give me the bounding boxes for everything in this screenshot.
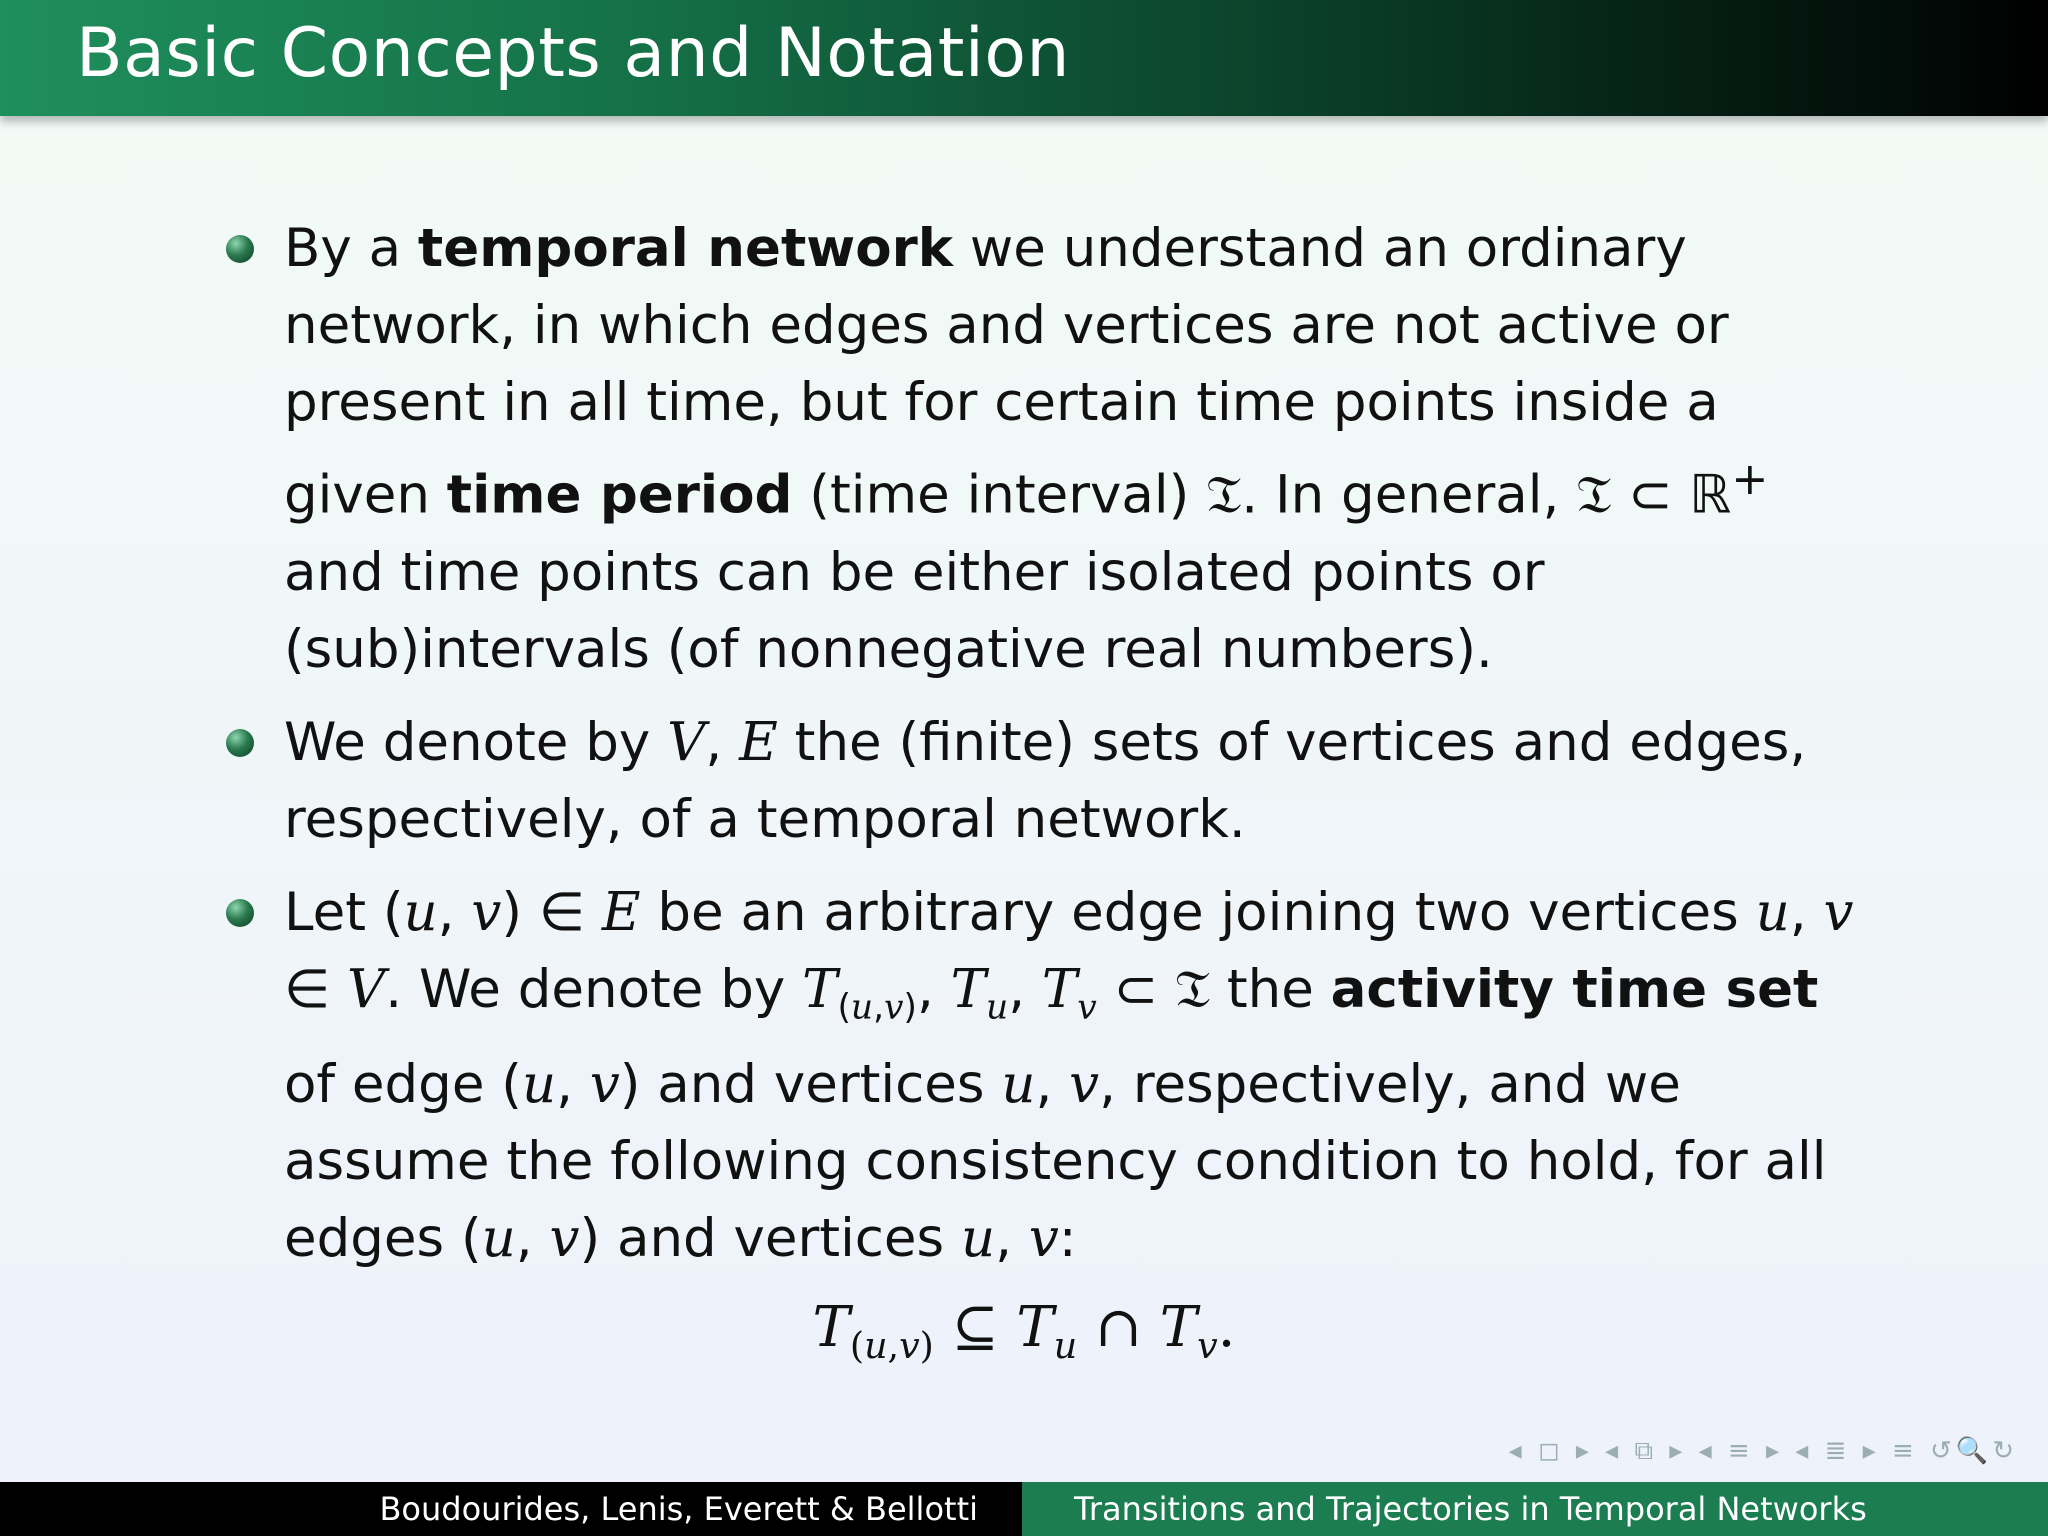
beamer-navigation[interactable]	[1509, 1436, 2018, 1467]
nav-document-icon[interactable]: ◂ ≣ ▸	[1795, 1436, 1880, 1466]
bullet-ball-icon	[226, 729, 254, 757]
nav-frame-icon[interactable]: ◂ ◻ ▸	[1508, 1436, 1593, 1466]
nav-subsection-icon[interactable]: ◂ ⧉ ▸	[1605, 1436, 1687, 1466]
bullet-ball-icon	[226, 899, 254, 927]
nav-section-icon[interactable]: ◂ ≡ ▸	[1698, 1436, 1784, 1466]
nav-toc-icon[interactable]: ≡	[1891, 1436, 1918, 1466]
consistency-equation: $T_{(u,v)}$ ⊆ $T_u$ ∩ $T_v$.	[812, 1295, 1236, 1368]
bullet-item	[220, 874, 1880, 1278]
slide-title: Basic Concepts and Notation	[76, 14, 1071, 93]
slide-title-bar	[0, 0, 2048, 116]
nav-search-icon[interactable]: ↺🔍↻	[1930, 1436, 2018, 1466]
bullet-item	[220, 704, 1880, 858]
bullet-text: Let (u, v) ∈ E be an arbitrary edge joining two vertices u, v ∈ V. We denote by $T_{(u,v)}$, $T_u$, $T_v$ ⊂ 𝔗 the activity time set of edge (u, v) and vertices u, v, respectively, and we assume the following consistency condition to hold, for all edges (u, v) and vertices u, v:	[284, 881, 1854, 1270]
bullet-text: By a temporal network we understand an ordinary network, in which edges and vertices are not active or present in all time, but for certain time points inside a given time period (time interval) 𝔗. In general, 𝔗 ⊂ ℝ+ and time points can be either isolated points or (sub)intervals (of nonnegative real numbers).	[284, 218, 1769, 680]
slide-footer	[0, 1482, 2048, 1536]
bullet-text: We denote by V, E the (finite) sets of vertices and edges, respectively, of a temporal network.	[284, 711, 1807, 850]
bullet-ball-icon	[226, 235, 254, 263]
bullet-item	[220, 210, 1880, 688]
footer-talk-title: Transitions and Trajectories in Temporal Networks	[1022, 1482, 2048, 1536]
slide-content	[220, 210, 1880, 1293]
footer-authors: Boudourides, Lenis, Everett & Bellotti	[0, 1482, 1022, 1536]
